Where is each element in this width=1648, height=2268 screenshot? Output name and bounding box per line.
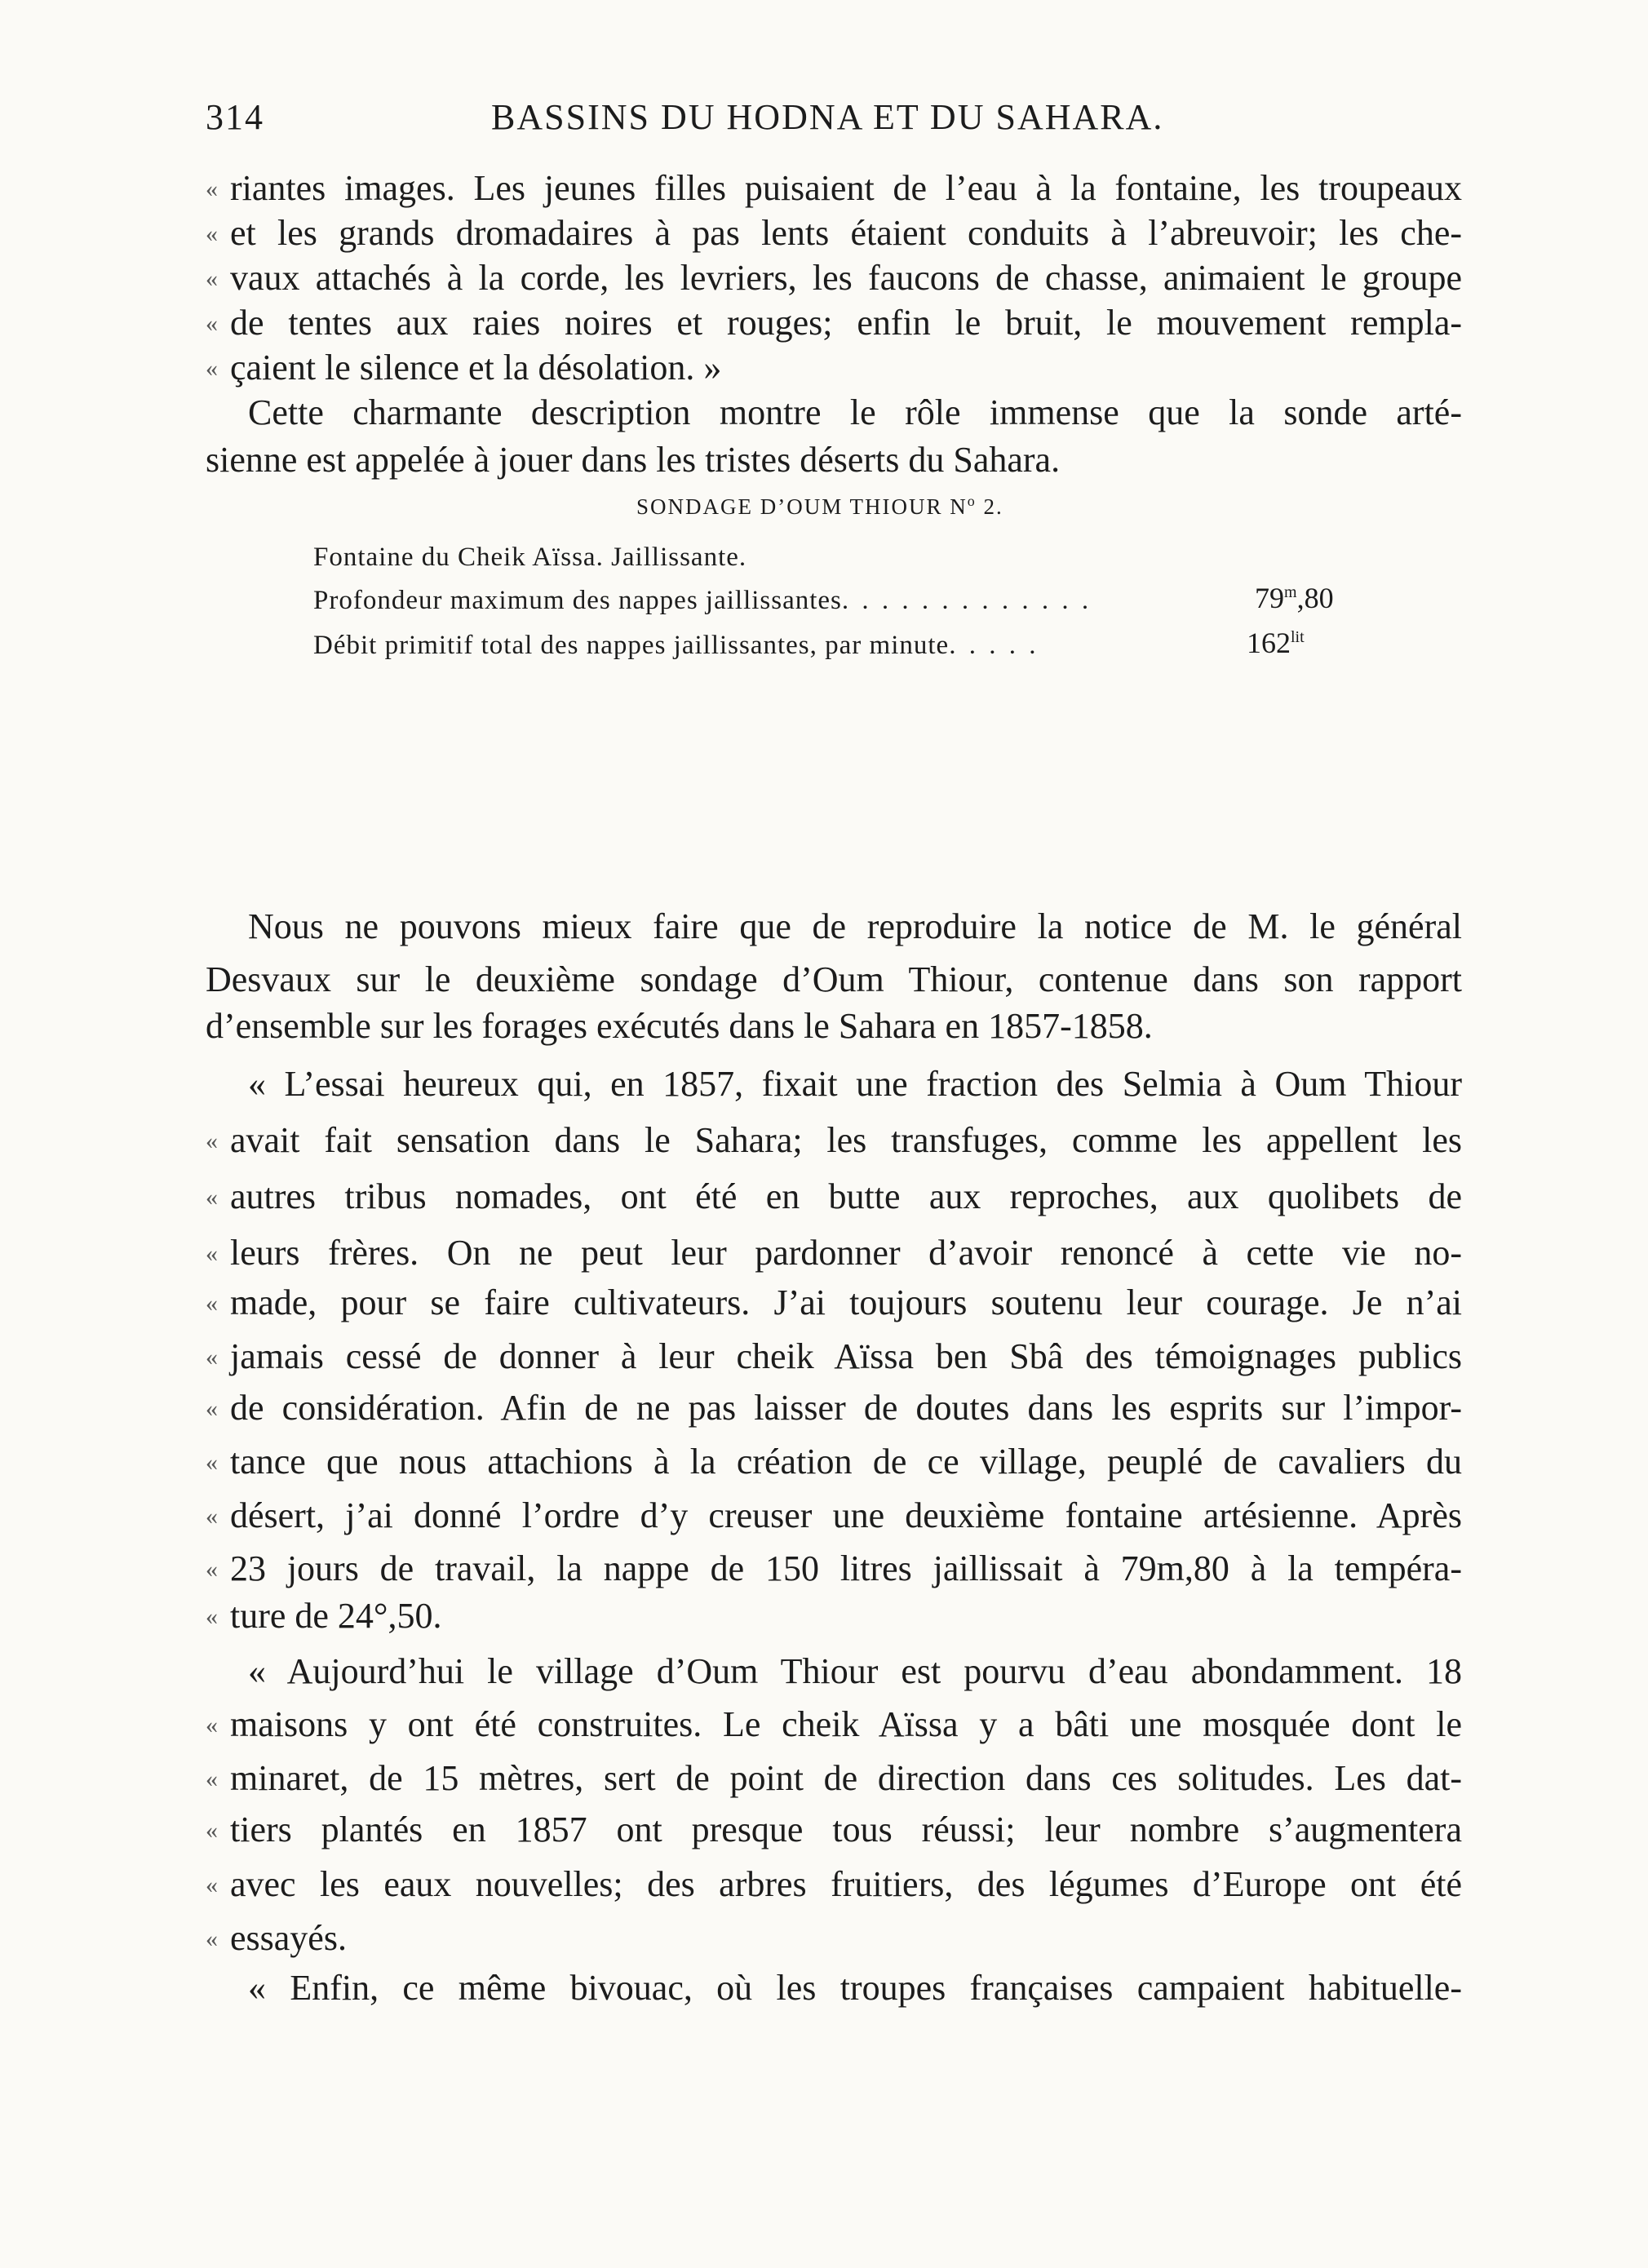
text-line: Desvaux sur le deuxième sondage d’Oum Thiour, contenue dans son rapport bbox=[206, 959, 1462, 999]
quote-mark: « bbox=[206, 1872, 218, 1898]
quote-mark: « bbox=[206, 355, 218, 382]
line-text: avait fait sensation dans le Sahara; les transfuges, comme les appellent les bbox=[230, 1120, 1462, 1160]
leader-dots: . . . . . . . . . . . . . bbox=[841, 586, 1092, 615]
quote-mark: « bbox=[206, 1127, 218, 1154]
quote-mark: « bbox=[206, 220, 218, 247]
line-text: de tentes aux raies noires et rouges; enfin le bruit, le mouvement rempla- bbox=[230, 303, 1462, 343]
section-title-num: 2. bbox=[976, 494, 1003, 519]
section-title-text: SONDAGE D’OUM THIOUR N bbox=[636, 494, 968, 519]
quote-mark: « bbox=[206, 1817, 218, 1844]
text-line bbox=[206, 1809, 1462, 1852]
text-line: d’ensemble sur les forages exécutés dans le Sahara en 1857-1858. bbox=[206, 1006, 1153, 1046]
line-text: minaret, de 15 mètres, sert de point de direction dans ces solitudes. Les dat- bbox=[230, 1758, 1462, 1798]
quote-mark: « bbox=[206, 1503, 218, 1530]
section-title bbox=[636, 493, 1003, 520]
quote-mark: « bbox=[206, 175, 218, 202]
page-header bbox=[206, 96, 1462, 145]
debit-unit: lit bbox=[1291, 628, 1305, 646]
line-text: riantes images. Les jeunes filles puisaient de l’eau à la fontaine, les troupeaux bbox=[230, 168, 1462, 208]
quote-mark: « bbox=[206, 1765, 218, 1792]
line-text: ture de 24°,50. bbox=[230, 1596, 442, 1636]
text-line bbox=[206, 1495, 1462, 1538]
text-line bbox=[206, 1387, 1462, 1430]
quote-mark: « bbox=[206, 1603, 218, 1630]
text-line bbox=[206, 1232, 1462, 1275]
text-line bbox=[206, 1119, 1462, 1163]
line-text: 23 jours de travail, la nappe de 150 litres jaillissait à 79m,80 à la tempéra- bbox=[230, 1548, 1462, 1588]
text-line: « Aujourd’hui le village d’Oum Thiour est pourvu d’eau abondamment. 18 bbox=[248, 1651, 1462, 1691]
line-text: et les grands dromadaires à pas lents étaient conduits à l’abreuvoir; les che- bbox=[230, 213, 1462, 253]
quote-mark: « bbox=[206, 1290, 218, 1317]
quote-mark: « bbox=[206, 1449, 218, 1476]
text-line bbox=[206, 1595, 1462, 1638]
running-title: BASSINS DU HODNA ET DU SAHARA. bbox=[491, 97, 1164, 137]
text-line bbox=[206, 167, 1462, 210]
text-line bbox=[206, 1703, 1462, 1747]
page-number: 314 bbox=[206, 97, 264, 137]
text-line: « L’essai heureux qui, en 1857, fixait une fraction des Selmia à Oum Thiour bbox=[248, 1064, 1462, 1104]
line-text: çaient le silence et la désolation. » bbox=[230, 348, 722, 388]
profondeur-value bbox=[1255, 581, 1334, 615]
debit-line bbox=[313, 631, 1039, 661]
text-line: Nous ne pouvons mieux faire que de reproduire la notice de M. le général bbox=[248, 906, 1462, 946]
line-text: maisons y ont été construites. Le cheik Aïssa y a bâti une mosquée dont le bbox=[230, 1704, 1462, 1744]
text-line bbox=[206, 1336, 1462, 1379]
text-line bbox=[206, 1757, 1462, 1801]
text-line: « Enfin, ce même bivouac, où les troupes françaises campaient habituelle- bbox=[248, 1968, 1462, 2008]
fontaine-line: Fontaine du Cheik Aïssa. Jaillissante. bbox=[313, 543, 747, 572]
line-text: désert, j’ai donné l’ordre d’y creuser une deuxième fontaine artésienne. Après bbox=[230, 1495, 1462, 1535]
line-text: tance que nous attachions à la création de ce village, peuplé de cavaliers du bbox=[230, 1442, 1462, 1482]
quote-mark: « bbox=[206, 310, 218, 337]
line-text: autres tribus nomades, ont été en butte aux reproches, aux quolibets de bbox=[230, 1176, 1462, 1216]
quote-mark: « bbox=[206, 1395, 218, 1422]
leader-dots: . . . . . bbox=[949, 631, 1039, 660]
line-text: avec les eaux nouvelles; des arbres fruitiers, des légumes d’Europe ont été bbox=[230, 1864, 1462, 1904]
quote-mark: « bbox=[206, 1925, 218, 1952]
quote-mark: « bbox=[206, 1712, 218, 1739]
profondeur-number: 79 bbox=[1255, 582, 1284, 614]
section-title-sup: o bbox=[967, 493, 977, 509]
quote-mark: « bbox=[206, 1556, 218, 1583]
text-line bbox=[206, 302, 1462, 345]
line-text: de considération. Afin de ne pas laisser de doutes dans les esprits sur l’impor- bbox=[230, 1388, 1462, 1428]
line-text: made, pour se faire cultivateurs. J’ai toujours soutenu leur courage. Je n’ai bbox=[230, 1282, 1462, 1322]
line-text: vaux attachés à la corde, les levriers, les faucons de chasse, animaient le groupe bbox=[230, 258, 1462, 298]
text-line bbox=[206, 257, 1462, 300]
text-line bbox=[206, 347, 1462, 390]
profondeur-label: Profondeur maximum des nappes jaillissantes bbox=[313, 586, 842, 615]
quote-mark: « bbox=[206, 1240, 218, 1267]
text-line bbox=[206, 1917, 1462, 1960]
line-text: tiers plantés en 1857 ont presque tous réussi; leur nombre s’augmentera bbox=[230, 1810, 1462, 1849]
text-line bbox=[206, 1282, 1462, 1325]
debit-number: 162 bbox=[1247, 627, 1291, 659]
profondeur-line bbox=[313, 586, 1092, 616]
text-line bbox=[206, 212, 1462, 255]
text-line bbox=[206, 1176, 1462, 1219]
text-line: Cette charmante description montre le rôle immense que la sonde arté- bbox=[248, 392, 1462, 432]
debit-label: Débit primitif total des nappes jaillissantes, par minute bbox=[313, 631, 950, 660]
line-text: leurs frères. On ne peut leur pardonner d’avoir renoncé à cette vie no- bbox=[230, 1233, 1462, 1273]
profondeur-decimal: ,80 bbox=[1296, 582, 1334, 614]
debit-value bbox=[1247, 626, 1305, 660]
text-line bbox=[206, 1863, 1462, 1907]
line-text: essayés. bbox=[230, 1918, 347, 1958]
text-line bbox=[206, 1441, 1462, 1484]
text-line bbox=[206, 1548, 1462, 1591]
quote-mark: « bbox=[206, 1344, 218, 1371]
text-line: sienne est appelée à jouer dans les tristes déserts du Sahara. bbox=[206, 440, 1061, 480]
profondeur-unit: m bbox=[1284, 583, 1297, 601]
quote-mark: « bbox=[206, 265, 218, 292]
line-text: jamais cessé de donner à leur cheik Aïssa ben Sbâ des témoignages publics bbox=[230, 1336, 1462, 1376]
quote-mark: « bbox=[206, 1184, 218, 1211]
